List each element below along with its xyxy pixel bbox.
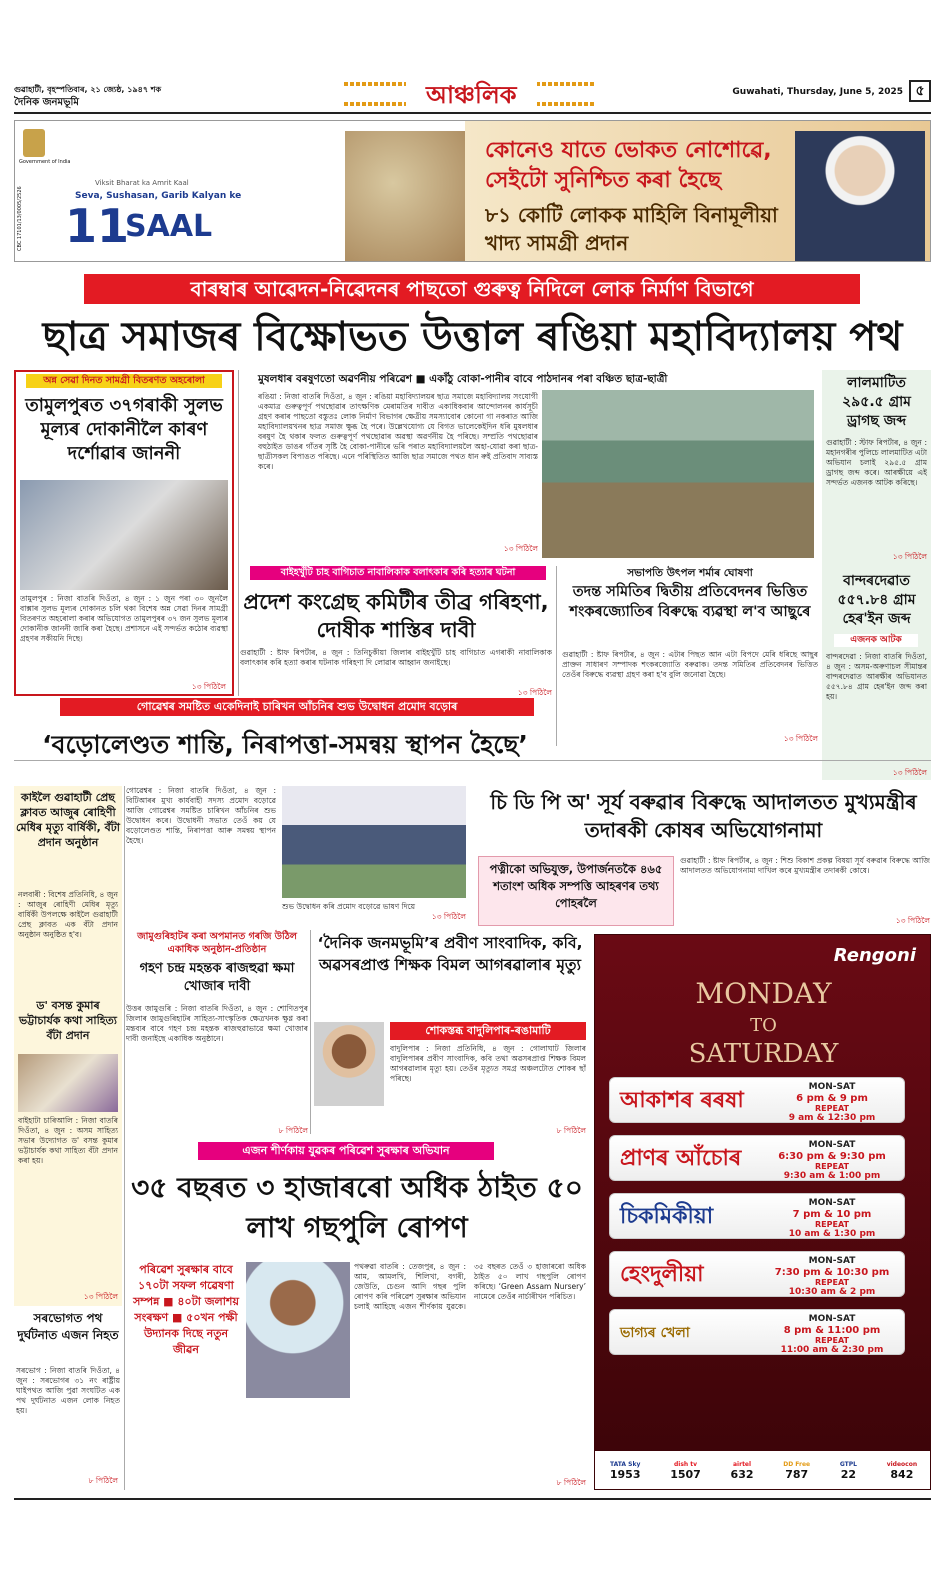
leftbottom-body: সৰভোগ : নিজা বাতৰি দিওঁতা, ৪ জুন : সৰভোগৰ ৩১ নং ৰাষ্ট্ৰীয় ঘাইপথত আজি পুৱা সংঘটিত এক পথ দুৰ্ঘটনাত এজন লোক নিহত হয়। [16, 1366, 120, 1415]
photo-caption: সভাপতি উৎপল শৰ্মাৰ ঘোষণা [627, 567, 753, 579]
ad-line2: সেইটো সুনিশ্চিত কৰা হৈছে [485, 168, 722, 193]
congress-more[interactable]: ১৩ পিঠিলৈ [517, 688, 552, 697]
lead-protest-photo [542, 390, 814, 558]
hazarika-kicker: জামুগুৰিহাটৰ কৰা অপমানত গৰজি উঠিল একাধিক অনুষ্ঠান-প্ৰতিষ্ঠান [137, 931, 297, 955]
right1-more[interactable]: ১৩ পিঠিলৈ [892, 552, 927, 561]
right-column [822, 370, 931, 780]
leftmid-body: নলবাৰী : বিশেষ প্ৰতিনিধি, ৪ জুন : আজুৰ ৰোহিণী মেধিৰ মৃত্যু বাৰ্ষিকী উপলক্ষে কাইলৈ গুৱাহাটী প্ৰেছ ক্লাবত এক বঁটা প্ৰদান অনুষ্ঠান অনুষ্ঠিত হ'ব। [18, 890, 118, 939]
masthead-subtitle: দৈনিক জনমভূমি [14, 97, 79, 108]
ad-tv[interactable] [594, 934, 931, 1490]
bodoland-caption: শুভ উদ্বোধন কৰি প্ৰমোদ বড়োৱে ভাষণ দিয়ে [282, 902, 416, 911]
lead-kicker: বাৰম্বাৰ আৱেদন-নিৱেদনৰ পাছতো গুৰুত্ব নিদিলে লোক নিৰ্মাণ বিভাগে [84, 274, 860, 304]
bodoland-body: গোৱেশ্বৰ : নিজা বাতৰি দিওঁতা, ৪ জুন : বিটিআৰৰ মুখ্য কাৰ্যবাহী সদস্য প্ৰমোদ বড়োৱে আজি গোৱেশ্বৰ সমষ্টিত চাৰিখন আঁচনিৰ শুভ উদ্বোধন কৰে। উদ্বোধনী সভাত তেওঁ কয় যে বড়োলেণ্ডত শান্তি, নিৰাপত্তা আৰু সমন্বয় স্থাপন হৈছে। [126, 786, 276, 845]
lead-more[interactable]: ১৩ পিঠিলৈ [503, 544, 538, 553]
right1-body: গুৱাহাটী : স্টাফ ৰিপৰ্টাৰ, ৪ জুন : মহানগৰীৰ পুলিচে লালমাটিত এটা অভিযান চলাই ২৯৫.৫ গ্ৰাম ড্ৰাগছ জব্দ কৰে। আৰক্ষীয়ে এই সন্দৰ্ভত এজনক আটক কৰিছে। [826, 438, 927, 487]
channel-tatasky: TATA Sky 1953 [609, 1461, 641, 1481]
channel-ddfree: DD Free 787 [783, 1461, 811, 1481]
cdpo-body: গুৱাহাটী : ষ্টাফ ৰিপৰ্টাৰ, ৪ জুন : শিশু বিকাশ প্ৰকল্প বিষয়া সূৰ্য বৰুৱাৰ বিৰুদ্ধে আজি আদালতত অভিযোগনামা দাখিল কৰে মুখ্যমন্ত্ৰীৰ তদাৰকী কোষে। [680, 856, 930, 875]
masthead [14, 80, 931, 112]
ad-line3: ৮১ কোটি লোকক মাহিলি বিনামূলীয়া [485, 203, 778, 227]
pm-portrait [795, 131, 925, 262]
left-story-body: তামুলপুৰ : নিজা বাতৰি দিওঁতা, ৪ জুন : ১ জুন পৰা ৩০ জুনলৈ বাক্সাৰ সুলভ মূল্যৰ দোকানত চলি থকা বিশেষ অন্ন সেৱা দিনৰ সামগ্ৰী বিতৰণত অহৰোলা কৰাৰ অভিযোগত তামুলপুৰৰ ৩৭ জন সুলভ মূল্যৰ দোকানীক জাননী জাৰি কৰা হৈছে। প্ৰশাসনে এই সন্দৰ্ভত কঠোৰ ব্যৱস্থা গ্ৰহণৰ সকীয়নি দিছে। [20, 594, 228, 643]
grain-sacks-image [345, 131, 465, 261]
hazarika-headline: গহণ চন্দ্ৰ মহন্তক ৰাজহুৱা ক্ষমা খোজাৰ দাবী [139, 961, 295, 994]
left-mid-column [14, 786, 122, 1306]
ad-top[interactable] [14, 120, 931, 262]
tree-headline: ৩৫ বছৰত ৩ হাজাৰৰো অধিক ঠাইত ৫০ লাখ গছপুলি ৰোপণ [131, 1171, 583, 1244]
tree-body: পথৰুৱা বাতৰি : তেজপুৰ, ৪ জুন : আম, আমলখি, শিলিখা, বগৰী, জেউতি, চেগুন আদি গছৰ পুলি ৰোপণ কৰি পৰিৱেশ সুৰক্ষাৰ অভিযান চলাই আহিছে এজন শীৰ্ণকায় যুৱকে। ৩৫ বছৰত তেওঁ ৩ হাজাৰৰো অধিক ঠাইত ৫০ লাখ গছপুলি ৰোপণ কৰিছে। ‘Green Assam Nursery’ নামেৰে তেওঁৰ নাৰ্চাৰীখন পৰিচিত। [354, 1262, 586, 1311]
lead-sub: মুষলধাৰ বৰষুণতো অৱৰ্ণনীয় পৰিৱেশ ■ একাঁঠু বোকা-পানীৰ বাবে পাঠদানৰ পৰা বঞ্চিত ছাত্ৰ-ছাত্ৰী [258, 373, 668, 385]
left-bottom-column [14, 1310, 122, 1490]
lead-body: ৰঙিয়া : নিজা বাতৰি দিওঁতা, ৪ জুন : ৰঙিয়া মহাবিদ্যালয়ৰ ছাত্ৰ সমাজে মহাবিদ্যালয় সংযোগী একমাত্ৰ গুৰুত্বপূৰ্ণ পথছোৱাৰ তাৎক্ষণিক মেৰামতিৰ দাবীত একাধিকবাৰ আন্দোলনৰ কাৰ্যসূচী গ্ৰহণ কৰাৰ পাছতো বস্তুতঃ লোক নিৰ্মাণ বিভাগৰ ক্ষেত্ৰীয় সমস্যাবোৰ কোনো গা নকৰাত আজি মহাবিদ্যালয়খনৰ ছাত্ৰ সমাজ ক্ষুব্ধ হৈ পৰে। উল্লেখযোগ্য যে বিগত ভালেকেইদিন ধৰি মুষলধাৰ বৰষুণ হৈ থকাৰ ফলত গুৰুত্বপূৰ্ণ পথছোৱাৰ অৱস্থা অৱৰ্ণনীয় হৈ পৰিছে। সম্প্ৰতি পথছোৱাৰ বহুঠাইত ডাঙৰ গাঁতৰ সৃষ্টি হৈ বোকা-পানীৰে ভৰি পৰাত মহাবিদ্যালয়লৈ অহা-যোৱা কৰা ছাত্ৰ-ছাত্ৰীসকল বিপাঙত পৰিছে। এনে পৰিস্থিতিত আজি ছাত্ৰ সমাজে পথত ধান ৰুই প্ৰতিবাদ সাব্যস্ত কৰে। [258, 392, 538, 471]
bodoland-more[interactable]: ১৩ পিঠিলৈ [431, 912, 466, 921]
hazarika-more[interactable]: ৮ পিঠিলৈ [278, 1126, 308, 1135]
tree-body-left [130, 1402, 350, 1490]
ad-tv-title3: SATURDAY [688, 1039, 839, 1069]
left-story-headline: তামুলপুৰত ৩৭গৰাকী সুলভ মূল্যৰ দোকানীলৈ কাৰণ দৰ্শোৱাৰ জাননী [25, 395, 223, 464]
show-1[interactable]: আকাশৰ ৰৰষা MON-SAT 6 pm & 9 pm REPEAT 9 am & 12:30 pm [609, 1077, 905, 1123]
inquiry-body: গুৱাহাটী : ষ্টাফ ৰিপৰ্টাৰ, ৪ জুন : এটাৰ পিছত আন এটা বিপদে মেৰি ধৰিছে আছুৰ প্ৰাক্তন সাধাৰণ সম্পাদক শংকৰজ্যোতি বৰুৱাক। তদন্ত সমিতিৰ প্ৰতিবেদনৰ ভিত্তিত তেওঁৰ বিৰুদ্ধে ব্যৱস্থা গ্ৰহণ কৰা হ'ব বুলি জনোৱা হৈছে। [562, 650, 818, 679]
cdpo-more[interactable]: ১৩ পিঠিলৈ [895, 916, 930, 925]
tree-more[interactable]: ৮ পিঠিলৈ [556, 1478, 586, 1487]
ad-line1: কোনেও যাতে ভোকত নোশোৱে, [485, 138, 772, 163]
left-story-more[interactable]: ১৩ পিঠিলৈ [191, 682, 226, 691]
masthead-logo: আঞ্চলিক [406, 80, 537, 110]
ad-gov-label: Government of India [19, 159, 71, 165]
show-3-logo: চিকমিকীয়া [620, 1204, 714, 1229]
leftmid-headline: কাইলৈ গুৱাহাটী প্ৰেছ ক্লাবত আজুৰ ৰোহিণী মেধিৰ মৃত্যু বাৰ্ষিকী, বঁটা প্ৰদান অনুষ্ঠান [16, 791, 120, 849]
ad-tag1: Viksit Bharat ka Amrit Kaal [95, 179, 189, 187]
show-3[interactable]: চিকমিকীয়া MON-SAT 7 pm & 10 pm REPEAT 10 am & 1:30 pm [609, 1193, 905, 1239]
right2-more[interactable]: ১৩ পিঠিলৈ [892, 768, 927, 777]
obit-kicker: শোকস্তব্ধ বাদুলিপাৰ-ৰঙামাটি [390, 1022, 586, 1040]
ad-tv-title2: TO [750, 1015, 777, 1036]
bodoland-headline: ‘বড়োলেণ্ডত শান্তি, নিৰাপত্তা-সমন্বয় স্থাপন হৈছে’ [42, 730, 528, 759]
show-5-logo: ভাগ্যৰ খেলা [620, 1325, 690, 1341]
congress-kicker: বাইহখুঁটি চাহ বাগিচাত নাবালিকাক বলাৎকাৰ কৰি হত্যাৰ ঘটনা [250, 566, 546, 580]
page-number: ৫ [909, 80, 931, 102]
cdpo-box: পত্নীকো অভিযুক্ত, উপাৰ্জনতকৈ ৪৬৫ শতাংশ অধিক সম্পত্তি আহৰণৰ তথ্য পোহৰলৈ [478, 856, 674, 926]
ad-line4: খাদ্য সামগ্ৰী প্ৰদান [485, 231, 629, 255]
leftmid-award-photo [18, 1054, 118, 1112]
show-2-logo: প্ৰাণৰ আঁচোৰ [620, 1146, 742, 1171]
right1-headline: লালমাটিত ২৯৫.৫ গ্ৰাম ড্ৰাগছ জব্দ [842, 375, 911, 429]
masthead-date-right: Guwahati, Thursday, June 5, 2025 [732, 87, 903, 97]
channel-bar [595, 1451, 931, 1490]
ad-num: 11 [65, 199, 130, 253]
congress-headline: প্ৰদেশ কংগ্ৰেছ কমিটীৰ তীব্ৰ গৰিহণা, দোষীক শাস্তিৰ দাবী [243, 590, 549, 642]
congress-body: গুৱাহাটী : ষ্টাফ ৰিপৰ্টাৰ, ৪ জুন : তিনিচুকীয়া জিলাৰ বাইহখুঁটি চাহ বাগিচাত এগৰাকী নাবালিকাক বলাৎকাৰ কৰি হত্যা কৰাৰ ঘটনাক গৰিহণা দি লোৱাৰ আহ্বান জনাইছে। [240, 648, 552, 667]
inquiry-more[interactable]: ১৩ পিঠিলৈ [783, 734, 818, 743]
inquiry-headline: তদন্ত সমিতিৰ দ্বিতীয় প্ৰতিবেদনৰ ভিত্তিত শংকৰজ্যোতিৰ বিৰুদ্ধে ব্যৱস্থা ল'ব আছুৰে [569, 584, 811, 620]
obit-more[interactable]: ৮ পিঠিলৈ [556, 1126, 586, 1135]
bodoland-photo [282, 786, 466, 898]
channel-dishtv: dish tv 1507 [670, 1461, 701, 1481]
show-1-logo: আকাশৰ ৰৰষা [620, 1088, 744, 1113]
leftmid-headline2: ড' বসন্ত কুমাৰ ভট্টাচাৰ্যক কথা সাহিত্য বঁটা প্ৰদান [19, 999, 117, 1042]
leftmid-more[interactable]: ১৩ পিঠিলৈ [83, 1292, 118, 1301]
obit-body: বাদুলিপাৰ : নিজা প্ৰতিনিধি, ৪ জুন : গোলাঘাট জিলাৰ বাদুলিপাৰৰ প্ৰবীণ সাংবাদিক, কবি তথা অৱসৰপ্ৰাপ্ত শিক্ষক বিমল আগৰৱালাৰ মৃত্যু হয়। তেওঁৰ মৃত্যুত সমগ্ৰ অঞ্চলটোত শোকৰ ছাঁ পৰিছে। [390, 1044, 586, 1083]
tree-photo [246, 1262, 350, 1398]
ad-tv-brand: Rengoni [833, 945, 916, 966]
left-story-photo [20, 480, 228, 590]
ad-saal: SAAL [125, 209, 213, 244]
leftbottom-more[interactable]: ৮ পিঠিলৈ [88, 1476, 118, 1485]
masthead-date-left: গুৱাহাটী, বৃহস্পতিবাৰ, ২১ জ্যেষ্ঠ, ১৯৪৭ শক [14, 85, 162, 94]
tree-kicker: এজন শীৰ্ণকায় যুৱকৰ পৰিৱেশ সুৰক্ষাৰ অভিযান [198, 1142, 494, 1160]
cdpo-headline: চি ডি পি অ' সূৰ্য বৰুৱাৰ বিৰুদ্ধে আদালতত মুখ্যমন্ত্ৰীৰ তদাৰকী কোষৰ অভিযোগনামা [490, 790, 917, 842]
channel-videocon: videocon 842 [886, 1461, 918, 1481]
hazarika-body: উত্তৰ জামুগুৰি : নিজা বাতৰি দিওঁতা, ৪ জুন : শোণিতপুৰ জিলাৰ জামুগুৰিহাটৰ সাহিত্য-সাংস্কৃতিক ক্ষেত্ৰখনক ক্ষুণ্ণ কৰা মন্তব্যৰ বাবে গহণ চন্দ্ৰ মহন্তক ৰাজহুৱাভাৱে ক্ষমা খোজাৰ দাবী জনাইছে একাধিক অনুষ্ঠানে। [126, 1004, 308, 1043]
channel-airtel: airtel 632 [730, 1461, 754, 1481]
obit-headline: ‘দৈনিক জনমভূমি’ৰ প্ৰবীণ সাংবাদিক, কবি, অৱসৰপ্ৰাপ্ত শিক্ষক বিমল আগৰৱালাৰ মৃত্যু [317, 934, 583, 974]
right2-kicker: এজনক আটক [834, 634, 918, 647]
show-4-logo: হেংদুলীয়া [620, 1262, 704, 1287]
ad-tv-title1: MONDAY [695, 977, 832, 1010]
right2-headline: বান্দৰদেৱাত ৫৫৭.৮৪ গ্ৰাম হেৰ'ইন জব্দ [837, 573, 916, 627]
left-story-kicker: অন্ন সেৱা দিনত সামগ্ৰী বিতৰণত অহৰোলা [26, 374, 222, 388]
obit-portrait [314, 1022, 384, 1106]
emblem-icon [23, 129, 45, 157]
show-5[interactable]: ভাগ্যৰ খেলা MON-SAT 8 pm & 11:00 pm REPEAT 11:00 am & 2:30 pm [609, 1309, 905, 1355]
channel-gtpl: GTPL 22 [839, 1461, 857, 1481]
bodoland-kicker: গোৱেশ্বৰ সমষ্টিত একেদিনাই চাৰিখন আঁচনিৰ শুভ উদ্বোধন প্ৰমোদ বড়োৰ [60, 698, 534, 716]
left-story-box [14, 370, 234, 696]
lead-headline: ছাত্ৰ সমাজৰ বিক্ষোভত উত্তাল ৰঙিয়া মহাবিদ্যালয় পথ [42, 314, 903, 360]
right2-body: বান্দৰদেৱা : নিজা বাতৰি দিওঁতা, ৪ জুন : অসম-অৰুণাচল সীমান্তৰ বান্দৰদেৱাত আৰক্ষীৰ অভিযানত ৫৫৭.৮৪ গ্ৰাম হেৰ'ইন জব্দ কৰা হয়। [826, 652, 927, 701]
ad-code: CBC 17101/13/0005/2526 [17, 186, 23, 251]
show-2[interactable]: প্ৰাণৰ আঁচোৰ MON-SAT 6:30 pm & 9:30 pm REPEAT 9:30 am & 1:00 pm [609, 1135, 905, 1181]
show-4[interactable]: হেংদুলীয়া MON-SAT 7:30 pm & 10:30 pm REPEAT 10:30 am & 2 pm [609, 1251, 905, 1297]
ad-tag2: Seva, Sushasan, Garib Kalyan ke [75, 191, 242, 201]
leftbottom-headline: সৰভোগত পথ দুৰ্ঘটনাত এজন নিহত [17, 1311, 119, 1342]
tree-box: পৰিৱেশ সুৰক্ষাৰ বাবে ১৭০টা সফল গৱেষণা সম্পন্ন ■ ৪০টা জলাশয় সংৰক্ষণ ■ ৫০খন পক্ষী উদ্যানক দিছে নতুন জীৱন [133, 1263, 239, 1356]
leftmid-body2: বাইহাটা চাৰিআলি : নিজা বাতৰি দিওঁতা, ৪ জুন : অসম সাহিত্য সভাৰ উদ্যোগত ড' বসন্ত কুমাৰ ভট্টাচাৰ্যক কথা সাহিত্য বঁটা প্ৰদান কৰা হয়। [18, 1116, 118, 1165]
